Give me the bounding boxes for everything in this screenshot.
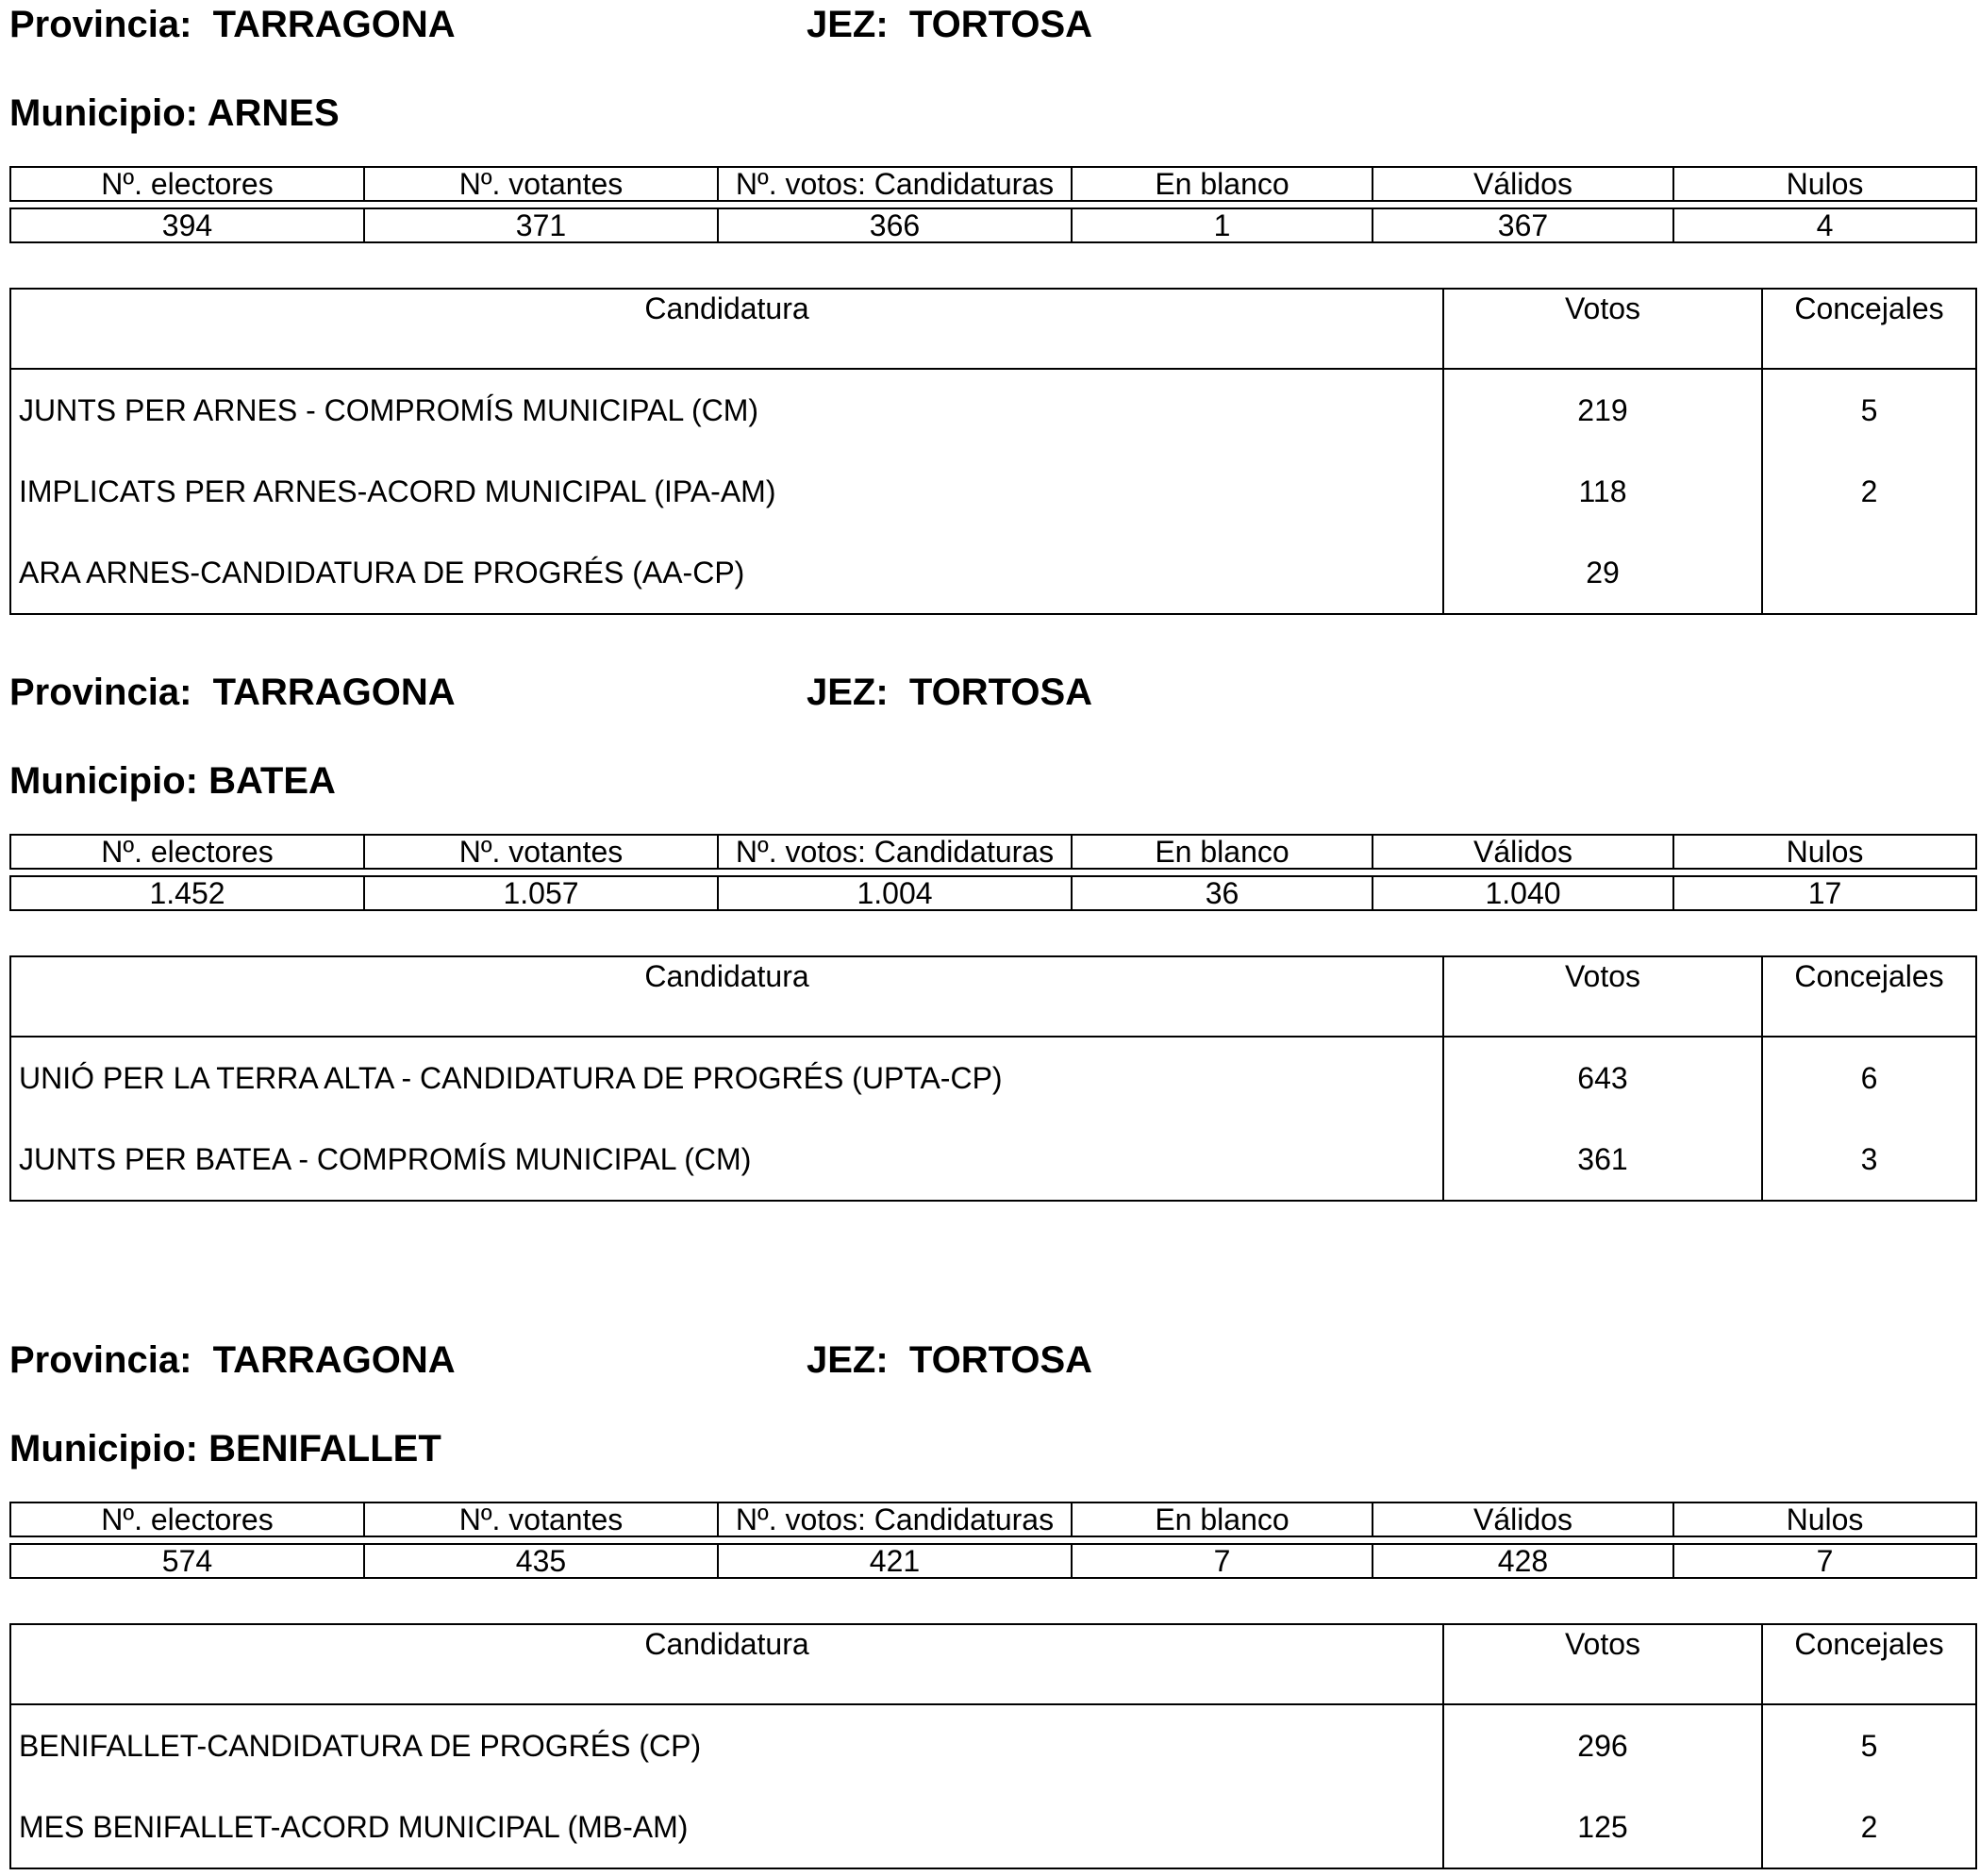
summary-header-cell: Nº. electores <box>10 167 364 201</box>
candidate-row <box>10 451 1976 532</box>
candidate-concejales: 5 <box>1762 369 1976 451</box>
candidates-header-cell: Candidatura <box>10 1624 1443 1704</box>
summary-value-cell: 7 <box>1072 1544 1373 1578</box>
provincia-value: TARRAGONA <box>212 4 456 45</box>
summary-value-cell: 17 <box>1673 876 1976 910</box>
summary-table <box>9 834 1977 911</box>
summary-header-row <box>10 835 1976 869</box>
municipio-value: ARNES <box>207 92 340 134</box>
summary-value-cell: 36 <box>1072 876 1373 910</box>
summary-header-cell: Nulos <box>1673 835 1976 869</box>
summary-header-cell: Nº. electores <box>10 1502 364 1536</box>
municipio-heading: Municipio: ARNES <box>9 92 340 134</box>
candidate-row <box>10 1786 1976 1868</box>
provincia-value: TARRAGONA <box>212 1339 456 1381</box>
jez-value: TORTOSA <box>908 1339 1093 1381</box>
summary-header-row <box>10 167 1976 201</box>
jez-value: TORTOSA <box>908 4 1093 45</box>
candidate-row <box>10 1037 1976 1119</box>
summary-header-cell: Nº. votos: Candidaturas <box>718 1502 1072 1536</box>
jez-heading: JEZ: TORTOSA <box>807 672 1093 713</box>
summary-value-cell: 371 <box>364 208 718 242</box>
summary-header-cell: Nº. votantes <box>364 1502 718 1536</box>
summary-value-row <box>10 1544 1976 1578</box>
municipio-value: BENIFALLET <box>208 1428 441 1469</box>
candidate-concejales <box>1762 532 1976 614</box>
candidate-votos: 29 <box>1443 532 1762 614</box>
summary-header-cell: En blanco <box>1072 835 1373 869</box>
jez-heading: JEZ: TORTOSA <box>807 1339 1093 1381</box>
candidate-concejales: 2 <box>1762 451 1976 532</box>
candidate-name: ARA ARNES-CANDIDATURA DE PROGRÉS (AA-CP) <box>19 555 745 589</box>
summary-value-cell: 1 <box>1072 208 1373 242</box>
candidates-header-row <box>10 956 1976 1037</box>
municipio-value: BATEA <box>208 760 336 802</box>
provincia-heading: Provincia: TARRAGONA <box>9 672 456 713</box>
jez-value: TORTOSA <box>908 672 1093 713</box>
summary-table <box>9 166 1977 243</box>
candidate-name: JUNTS PER BATEA - COMPROMÍS MUNICIPAL (CM) <box>19 1141 752 1176</box>
candidates-header-cell: Votos <box>1443 956 1762 1037</box>
candidate-row <box>10 532 1976 614</box>
summary-value-cell: 428 <box>1373 1544 1673 1578</box>
candidate-name: UNIÓ PER LA TERRA ALTA - CANDIDATURA DE PROGRÉS (UPTA-CP) <box>19 1060 1003 1095</box>
candidates-header-cell: Concejales <box>1762 289 1976 369</box>
candidates-header-cell: Candidatura <box>10 956 1443 1037</box>
municipio-heading: Municipio: BATEA <box>9 760 336 802</box>
summary-value-row <box>10 208 1976 242</box>
candidate-name: JUNTS PER ARNES - COMPROMÍS MUNICIPAL (CM) <box>19 392 759 427</box>
summary-header-cell: Nº. electores <box>10 835 364 869</box>
candidates-header-row <box>10 1624 1976 1704</box>
summary-value-cell: 7 <box>1673 1544 1976 1578</box>
summary-header-cell: Válidos <box>1373 167 1673 201</box>
candidate-name: IMPLICATS PER ARNES-ACORD MUNICIPAL (IPA-AM) <box>19 473 776 508</box>
candidate-votos: 125 <box>1443 1786 1762 1868</box>
candidate-votos: 118 <box>1443 451 1762 532</box>
summary-header-cell: En blanco <box>1072 1502 1373 1536</box>
candidates-header-cell: Concejales <box>1762 956 1976 1037</box>
summary-header-row <box>10 1502 1976 1536</box>
candidate-concejales: 6 <box>1762 1037 1976 1119</box>
jez-heading: JEZ: TORTOSA <box>807 4 1093 45</box>
summary-value-cell: 574 <box>10 1544 364 1578</box>
candidates-header-cell: Votos <box>1443 1624 1762 1704</box>
summary-value-cell: 1.004 <box>718 876 1072 910</box>
summary-value-cell: 1.452 <box>10 876 364 910</box>
candidate-row <box>10 1119 1976 1201</box>
summary-header-cell: Nulos <box>1673 1502 1976 1536</box>
candidate-name: MES BENIFALLET-ACORD MUNICIPAL (MB-AM) <box>19 1809 689 1844</box>
summary-table <box>9 1502 1977 1579</box>
candidate-name: BENIFALLET-CANDIDATURA DE PROGRÉS (CP) <box>19 1728 702 1763</box>
candidates-header-row <box>10 289 1976 369</box>
candidate-votos: 643 <box>1443 1037 1762 1119</box>
candidates-table <box>9 288 1977 615</box>
candidates-table <box>9 1623 1977 1869</box>
summary-value-cell: 394 <box>10 208 364 242</box>
candidates-header-cell: Concejales <box>1762 1624 1976 1704</box>
summary-value-row <box>10 876 1976 910</box>
summary-value-cell: 421 <box>718 1544 1072 1578</box>
provincia-heading: Provincia: TARRAGONA <box>9 1339 456 1381</box>
summary-header-cell: Nº. votantes <box>364 167 718 201</box>
summary-value-cell: 1.040 <box>1373 876 1673 910</box>
candidates-header-cell: Votos <box>1443 289 1762 369</box>
candidate-votos: 219 <box>1443 369 1762 451</box>
summary-value-cell: 1.057 <box>364 876 718 910</box>
summary-value-cell: 435 <box>364 1544 718 1578</box>
candidate-votos: 296 <box>1443 1704 1762 1786</box>
summary-header-cell: Válidos <box>1373 1502 1673 1536</box>
candidates-table <box>9 955 1977 1202</box>
candidate-row <box>10 369 1976 451</box>
summary-value-cell: 4 <box>1673 208 1976 242</box>
candidate-concejales: 3 <box>1762 1119 1976 1201</box>
summary-header-cell: Nº. votos: Candidaturas <box>718 167 1072 201</box>
candidate-concejales: 5 <box>1762 1704 1976 1786</box>
provincia-value: TARRAGONA <box>212 672 456 713</box>
summary-header-cell: Válidos <box>1373 835 1673 869</box>
candidates-header-cell: Candidatura <box>10 289 1443 369</box>
municipio-heading: Municipio: BENIFALLET <box>9 1428 441 1469</box>
summary-value-cell: 366 <box>718 208 1072 242</box>
summary-value-cell: 367 <box>1373 208 1673 242</box>
summary-header-cell: En blanco <box>1072 167 1373 201</box>
candidate-votos: 361 <box>1443 1119 1762 1201</box>
provincia-heading: Provincia: TARRAGONA <box>9 4 456 45</box>
summary-header-cell: Nulos <box>1673 167 1976 201</box>
summary-header-cell: Nº. votos: Candidaturas <box>718 835 1072 869</box>
candidate-row <box>10 1704 1976 1786</box>
candidate-concejales: 2 <box>1762 1786 1976 1868</box>
summary-header-cell: Nº. votantes <box>364 835 718 869</box>
